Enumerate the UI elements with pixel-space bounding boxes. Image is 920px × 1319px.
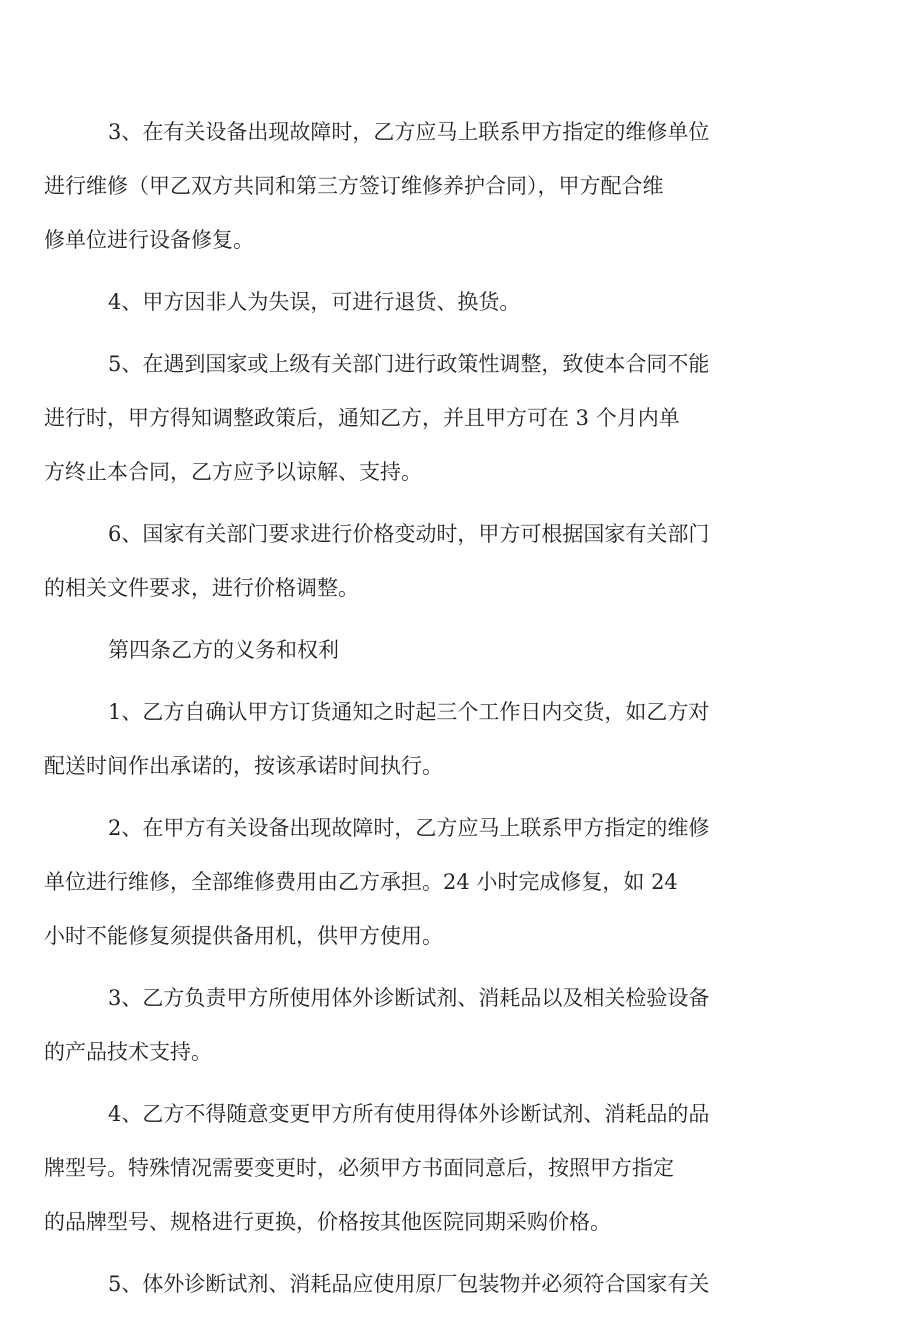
text-line: 配送时间作出承诺的，按该承诺时间执行。 — [44, 754, 443, 778]
text-line: 小时不能修复须提供备用机，供甲方使用。 — [44, 924, 443, 948]
text-line: 5、体外诊断试剂、消耗品应使用原厂包装物并必须符合国家有关 — [108, 1272, 710, 1296]
text-line: 方终止本合同，乙方应予以谅解、支持。 — [44, 460, 422, 484]
paragraph — [108, 623, 798, 677]
text-line: 单位进行维修，全部维修费用由乙方承担。24 小时完成修复，如 24 — [44, 870, 678, 894]
paragraph — [108, 275, 798, 329]
text-line: 牌型号。特殊情况需要变更时，必须甲方书面同意后，按照甲方指定 — [44, 1156, 674, 1180]
text-line: 4、甲方因非人为失误，可进行退货、换货。 — [108, 290, 521, 314]
paragraph — [44, 1087, 798, 1249]
text-line: 1、乙方自确认甲方订货通知之时起三个工作日内交货，如乙方对 — [108, 700, 710, 724]
text-line: 2、在甲方有关设备出现故障时，乙方应马上联系甲方指定的维修 — [108, 816, 710, 840]
text-line: 修单位进行设备修复。 — [44, 228, 254, 252]
text-line: 3、在有关设备出现故障时，乙方应马上联系甲方指定的维修单位 — [108, 120, 710, 144]
text-line: 3、乙方负责甲方所使用体外诊断试剂、消耗品以及相关检验设备 — [108, 986, 710, 1010]
text-line: 的相关文件要求，进行价格调整。 — [44, 576, 359, 600]
text-line: 第四条乙方的义务和权利 — [108, 638, 339, 662]
text-line: 进行维修（甲乙双方共同和第三方签订维修养护合同），甲方配合维 — [44, 174, 664, 198]
paragraph — [108, 1257, 798, 1311]
text-line: 4、乙方不得随意变更甲方所有使用得体外诊断试剂、消耗品的品 — [108, 1102, 710, 1126]
text-line: 的产品技术支持。 — [44, 1040, 212, 1064]
document-body — [44, 105, 798, 1319]
paragraph — [44, 337, 798, 499]
paragraph — [44, 801, 798, 963]
text-line: 6、国家有关部门要求进行价格变动时，甲方可根据国家有关部门 — [108, 522, 710, 546]
text-line: 进行时，甲方得知调整政策后，通知乙方，并且甲方可在 3 个月内单 — [44, 406, 680, 430]
paragraph — [44, 685, 798, 793]
paragraph — [44, 971, 798, 1079]
text-line: 5、在遇到国家或上级有关部门进行政策性调整，致使本合同不能 — [108, 352, 710, 376]
text-line: 的品牌型号、规格进行更换，价格按其他医院同期采购价格。 — [44, 1210, 611, 1234]
paragraph — [44, 507, 798, 615]
paragraph — [44, 105, 798, 267]
